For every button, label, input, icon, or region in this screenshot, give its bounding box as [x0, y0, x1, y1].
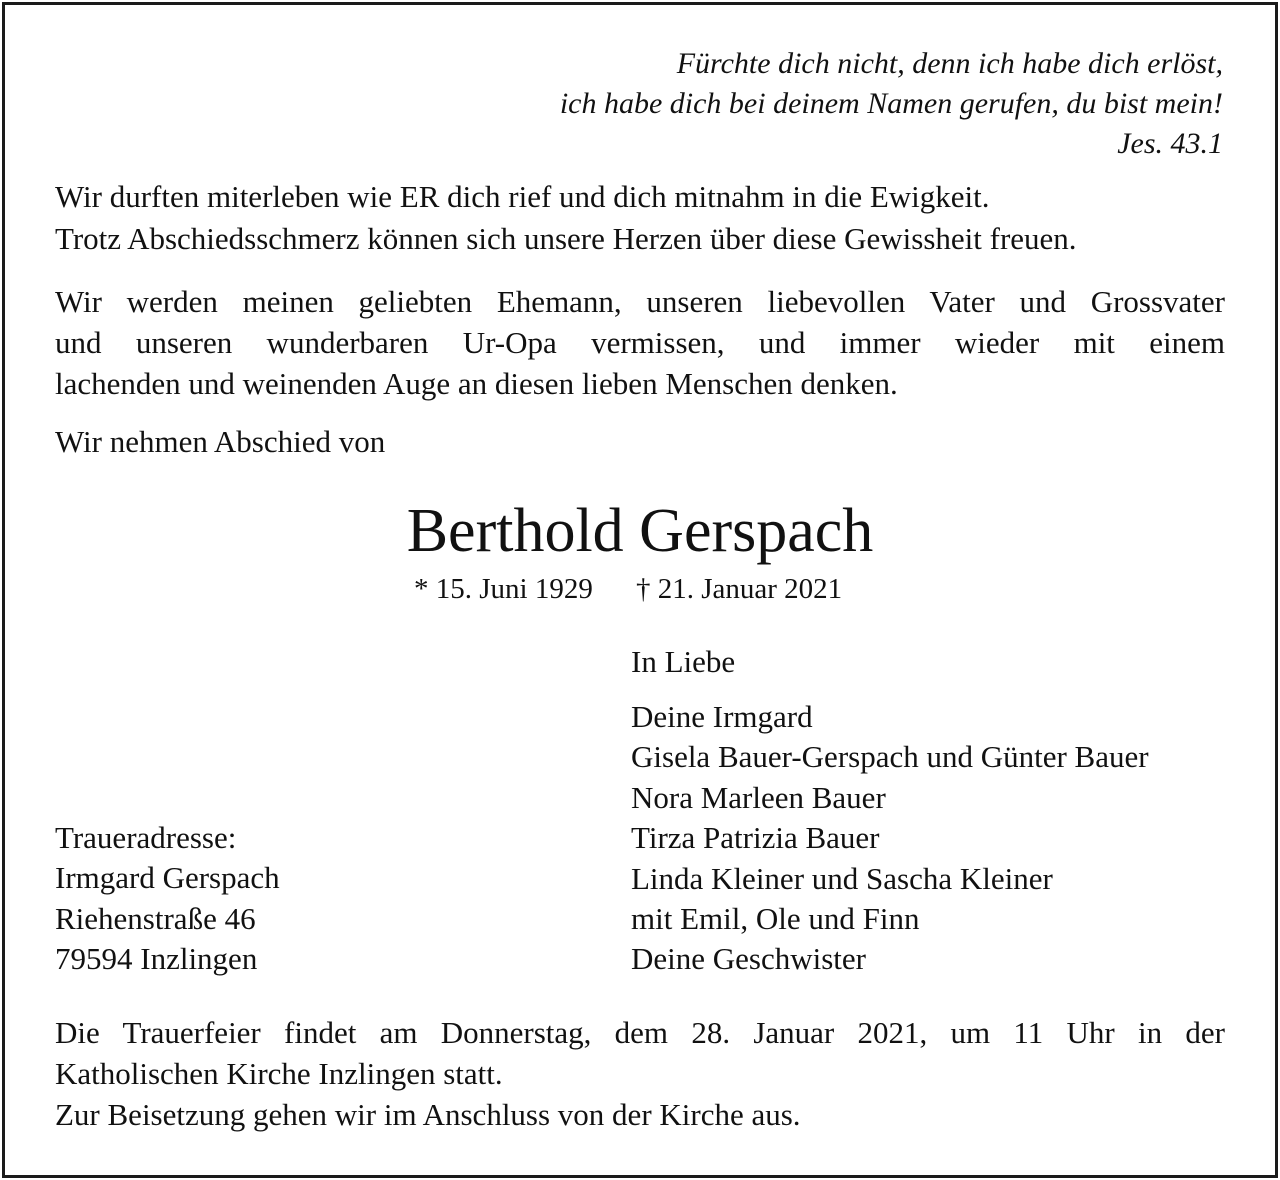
service-line-1: Die Trauerfeier findet am Donnerstag, dem 28. Januar 2021, um 11 Uhr in der — [55, 1015, 1225, 1050]
address-city: 79594 Inzlingen — [55, 941, 258, 977]
remembrance-line-1: Wir werden meinen geliebten Ehemann, unseren liebevollen Vater und Grossvater — [55, 284, 1225, 319]
death-date: † 21. Januar 2021 — [636, 573, 843, 605]
mourner-name: Gisela Bauer-Gerspach und Günter Bauer — [631, 739, 1149, 775]
mourner-name: Deine Irmgard — [631, 699, 813, 734]
service-line-2: Katholischen Kirche Inzlingen statt. — [55, 1056, 503, 1091]
mourner-name: Tirza Patrizia Bauer — [631, 820, 880, 856]
intro-line-1: Wir durften miterleben wie ER dich rief und dich mitnahm in die Ewigkeit. — [55, 179, 990, 214]
intro-line-2: Trotz Abschiedsschmerz können sich unsere Herzen über diese Gewissheit freuen. — [55, 221, 1077, 256]
address-street: Riehenstraße 46 — [55, 900, 256, 936]
farewell-text: Wir nehmen Abschied von — [55, 424, 386, 459]
verse-line-2: ich habe dich bei deinem Namen gerufen, du bist mein! — [559, 87, 1223, 120]
verse-reference: Jes. 43.1 — [1117, 127, 1223, 160]
address-label: Traueradresse: — [55, 820, 237, 855]
bible-verse — [560, 44, 1223, 164]
mourner-name: Linda Kleiner und Sascha Kleiner — [631, 860, 1053, 896]
mourner-name: mit Emil, Ole und Finn — [631, 901, 920, 937]
deceased-name: Berthold Gerspach — [406, 497, 874, 565]
service-paragraph — [55, 1012, 1225, 1135]
birth-date: * 15. Juni 1929 — [414, 573, 593, 605]
intro-paragraph — [55, 176, 1077, 260]
address-name: Irmgard Gerspach — [55, 860, 280, 896]
service-line-3: Zur Beisetzung gehen wir im Anschluss von der Kirche aus. — [55, 1097, 801, 1132]
remembrance-paragraph — [55, 281, 1225, 404]
mourners-heading: In Liebe — [631, 644, 736, 679]
remembrance-line-2: und unseren wunderbaren Ur-Opa vermissen, und immer wieder mit einem — [55, 325, 1225, 360]
mourner-name: Deine Geschwister — [631, 941, 866, 977]
mourners-list — [631, 697, 1149, 980]
mourner-name: Nora Marleen Bauer — [631, 779, 886, 815]
mourning-address — [55, 818, 280, 980]
remembrance-line-3: lachenden und weinenden Auge an diesen lieben Menschen denken. — [55, 366, 898, 401]
verse-line-1: Fürchte dich nicht, denn ich habe dich erlöst, — [676, 47, 1223, 80]
